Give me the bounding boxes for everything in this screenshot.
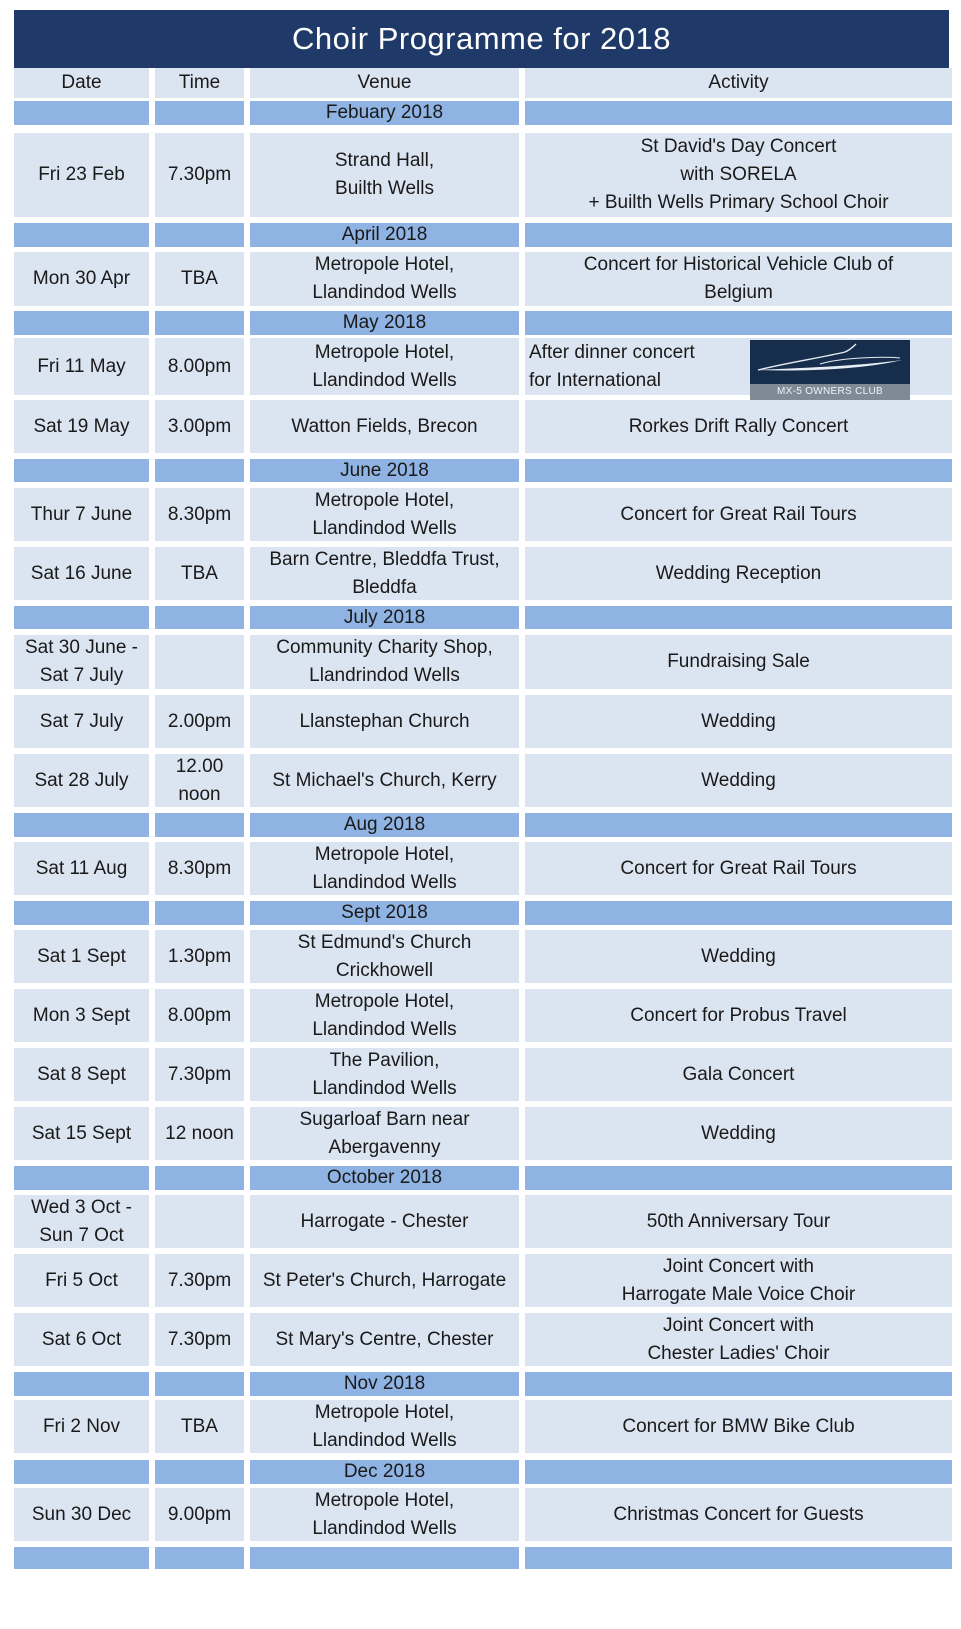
event-activity-cell [525,252,952,306]
event-time-cell [155,338,244,395]
event-date-cell [14,989,149,1042]
event-date-cell [14,338,149,395]
event-venue: St Mary's Centre, Chester [275,1328,494,1350]
event-activity-cell [525,930,952,983]
event-venue: Harrogate - Chester [300,1210,469,1232]
logo-text: MX-5 OWNERS CLUB [750,384,910,400]
event-row [14,133,954,217]
month-spacer-cell [14,1166,149,1190]
event-activity: Gala Concert [682,1063,795,1085]
month-header-row [14,101,954,125]
event-row [14,1254,954,1307]
event-activity-cell [525,400,952,453]
event-time: 12.00 noon [175,755,224,805]
event-row [14,252,954,306]
event-activity-cell [525,1254,952,1307]
event-venue: Metropole Hotel, Llandindod Wells [312,990,457,1040]
event-date-cell [14,930,149,983]
month-label: Sept 2018 [250,901,519,925]
event-time: 2.00pm [167,710,232,732]
month-spacer-cell [155,813,244,837]
event-activity: Joint Concert with Chester Ladies' Choir [647,1314,830,1364]
event-date-cell [14,1107,149,1160]
event-row [14,400,954,453]
event-date-cell [14,635,149,689]
event-date: Sat 11 Aug [35,857,128,879]
month-label [250,1547,519,1569]
event-row [14,1048,954,1101]
event-time: 12 noon [165,1122,234,1144]
month-spacer-cell [525,1372,952,1396]
event-row [14,930,954,983]
month-spacer-cell [14,1372,149,1396]
event-row [14,338,954,395]
month-header-row [14,1166,954,1190]
month-spacer-cell [525,101,952,125]
event-time: 8.30pm [167,503,232,525]
event-activity: 50th Anniversary Tour [646,1210,831,1232]
event-time-cell [155,754,244,807]
event-row [14,1107,954,1160]
event-venue: St Michael's Church, Kerry [272,769,497,791]
event-venue-cell [250,930,519,983]
event-activity: Wedding [701,769,776,791]
event-activity: Wedding [701,710,776,732]
month-spacer-cell [525,311,952,335]
event-venue-cell [250,635,519,689]
month-spacer-cell [14,223,149,247]
event-date: Mon 3 Sept [32,1004,131,1026]
month-header-row [14,1372,954,1396]
event-activity-cell [525,1488,952,1541]
event-time: TBA [181,1415,218,1437]
event-date-cell [14,1313,149,1366]
event-activity-cell [525,842,952,895]
month-spacer-cell [525,1547,952,1569]
month-header-row [14,1460,954,1484]
event-activity-cell [525,488,952,541]
event-time: 3.00pm [167,415,232,437]
month-header-row [14,223,954,247]
event-row [14,989,954,1042]
month-spacer-cell [155,101,244,125]
event-date: Sat 30 June - Sat 7 July [24,637,139,686]
month-spacer-cell [155,223,244,247]
event-activity-cell [525,989,952,1042]
month-spacer-cell [525,223,952,247]
event-time-cell [155,488,244,541]
event-time-cell [155,1048,244,1101]
event-date: Sat 7 July [39,710,124,732]
event-activity: Wedding Reception [655,562,822,584]
event-date-cell [14,1400,149,1453]
event-activity-cell [525,754,952,807]
event-venue-cell [250,252,519,306]
month-spacer-cell [525,1460,952,1484]
event-venue-cell [250,754,519,807]
event-venue: Metropole Hotel, Llandindod Wells [312,1401,457,1451]
event-venue-cell [250,1107,519,1160]
month-header-row [14,459,954,482]
event-row [14,1488,954,1541]
event-activity: Wedding [701,945,776,967]
event-date: Thur 7 June [30,503,133,525]
month-label: Febuary 2018 [250,101,519,125]
event-date-cell [14,488,149,541]
event-row [14,1195,954,1248]
event-date-cell [14,754,149,807]
event-time: 7.30pm [167,1269,232,1291]
event-time-cell [155,989,244,1042]
event-venue-cell [250,1195,519,1248]
event-venue: Community Charity Shop, Llandrindod Wells [276,637,493,686]
event-date: Sat 6 Oct [41,1328,122,1350]
event-venue: The Pavilion, Llandindod Wells [312,1049,457,1099]
month-label: Aug 2018 [250,813,519,837]
event-venue: Metropole Hotel, Llandindod Wells [312,489,457,539]
event-row [14,1400,954,1453]
event-date: Mon 30 Apr [32,268,131,289]
event-time: 8.00pm [167,355,232,377]
event-activity: Fundraising Sale [667,651,810,672]
month-spacer-cell [14,901,149,925]
event-venue-cell [250,547,519,600]
event-date: Fri 23 Feb [38,164,125,185]
event-activity-cell [525,547,952,600]
table-title: Choir Programme for 2018 [14,10,949,68]
month-spacer-cell [155,606,244,629]
month-spacer-cell [14,606,149,629]
mx5-owners-club-logo [750,340,910,400]
header-row [14,68,954,98]
event-row [14,842,954,895]
header-activity: Activity [525,68,952,98]
month-label: May 2018 [250,311,519,335]
event-row [14,1313,954,1366]
event-activity-cell [525,1107,952,1160]
event-time: 7.30pm [167,164,232,185]
event-venue: Metropole Hotel, Llandindod Wells [312,254,457,303]
event-time-cell [155,695,244,748]
event-activity: Wedding [701,1122,776,1144]
event-activity: Concert for Probus Travel [630,1004,847,1026]
event-venue-cell [250,1488,519,1541]
event-time: 1.30pm [167,945,232,967]
event-venue-cell [250,1254,519,1307]
month-spacer-cell [155,1547,244,1569]
event-activity-cell [525,695,952,748]
event-activity-cell [525,338,952,395]
header-venue: Venue [250,68,519,98]
event-date-cell [14,1488,149,1541]
month-header-row [14,1547,954,1569]
event-date: Sat 19 May [33,415,130,437]
event-venue: Barn Centre, Bleddfa Trust, Bleddfa [269,548,500,598]
month-label: Dec 2018 [250,1460,519,1484]
event-venue: St Peter's Church, Harrogate [262,1269,507,1291]
event-venue: Llanstephan Church [299,710,470,732]
event-time-cell [155,400,244,453]
event-time-cell [155,1400,244,1453]
month-spacer-cell [155,459,244,482]
month-spacer-cell [14,1547,149,1569]
event-time-cell [155,1254,244,1307]
event-venue-cell [250,338,519,395]
month-spacer-cell [155,311,244,335]
event-row [14,547,954,600]
event-venue-cell [250,842,519,895]
event-activity-cell [525,133,952,217]
month-label: April 2018 [250,223,519,247]
event-date-cell [14,133,149,217]
event-time: 8.30pm [167,857,232,879]
month-header-row [14,901,954,925]
month-spacer-cell [525,459,952,482]
month-spacer-cell [155,901,244,925]
month-header-row [14,311,954,335]
event-date-cell [14,695,149,748]
month-spacer-cell [155,1460,244,1484]
event-activity-cell [525,1400,952,1453]
event-activity-cell [525,1195,952,1248]
event-date-cell [14,1254,149,1307]
event-time-cell [155,930,244,983]
event-activity: After dinner concert for International [529,341,695,391]
event-venue: Metropole Hotel, Llandindod Wells [312,843,457,893]
month-spacer-cell [14,101,149,125]
event-venue: Sugarloaf Barn near Abergavenny [299,1108,470,1158]
event-time: TBA [181,268,218,289]
event-activity-cell [525,635,952,689]
month-header-row [14,813,954,837]
event-venue-cell [250,133,519,217]
event-venue: St Edmund's Church Crickhowell [297,931,472,981]
event-activity: Concert for Historical Vehicle Club of Belgium [583,254,894,303]
event-venue-cell [250,400,519,453]
month-header-row [14,606,954,629]
event-venue-cell [250,695,519,748]
month-label: July 2018 [250,606,519,629]
event-activity: St David's Day Concert with SORELA + Builth Wells Primary School Choir [588,136,889,213]
header-time: Time [155,68,244,98]
event-date: Wed 3 Oct - Sun 7 Oct [30,1196,132,1246]
event-row [14,488,954,541]
event-activity-cell [525,1048,952,1101]
event-date: Fri 2 Nov [42,1415,121,1437]
month-spacer-cell [525,813,952,837]
event-date: Sat 15 Sept [31,1122,132,1144]
event-time-cell [155,1488,244,1541]
event-date-cell [14,547,149,600]
event-date: Sat 16 June [30,562,133,584]
event-date-cell [14,1195,149,1248]
event-date: Sat 1 Sept [37,945,126,967]
event-time-cell [155,1313,244,1366]
event-time: 9.00pm [167,1503,232,1525]
event-time-cell [155,842,244,895]
month-spacer-cell [525,606,952,629]
event-venue: Metropole Hotel, Llandindod Wells [312,341,457,391]
month-label: June 2018 [250,459,519,482]
event-date: Sun 30 Dec [31,1503,132,1525]
event-time: 8.00pm [167,1004,232,1026]
header-date: Date [14,68,149,98]
event-venue-cell [250,1400,519,1453]
event-activity: Concert for Great Rail Tours [620,503,857,525]
month-label: October 2018 [250,1166,519,1190]
event-date: Sat 28 July [34,769,129,791]
month-spacer-cell [525,1166,952,1190]
month-spacer-cell [155,1372,244,1396]
month-label: Nov 2018 [250,1372,519,1396]
event-activity: Rorkes Drift Rally Concert [628,415,849,437]
event-row [14,635,954,689]
event-venue: Metropole Hotel, Llandindod Wells [312,1489,457,1539]
event-activity-cell [525,1313,952,1366]
month-spacer-cell [155,1166,244,1190]
event-venue-cell [250,1048,519,1101]
event-date-cell [14,842,149,895]
event-date: Sat 8 Sept [37,1063,126,1085]
event-activity: Concert for BMW Bike Club [622,1415,855,1437]
event-activity: Joint Concert with Harrogate Male Voice Choir [621,1255,856,1305]
event-venue-cell [250,1313,519,1366]
month-spacer-cell [525,901,952,925]
event-date: Fri 5 Oct [45,1269,118,1291]
month-spacer-cell [14,459,149,482]
event-time: 7.30pm [167,1063,232,1085]
event-row [14,754,954,807]
event-venue-cell [250,488,519,541]
event-date-cell [14,400,149,453]
event-time: TBA [181,562,218,584]
event-venue: Strand Hall, Builth Wells [334,150,435,199]
event-time-cell [155,1107,244,1160]
event-date: Fri 11 May [37,355,126,377]
event-venue-cell [250,989,519,1042]
event-date-cell [14,252,149,306]
event-venue: Watton Fields, Brecon [291,415,478,437]
event-time-cell [155,252,244,306]
month-spacer-cell [14,813,149,837]
event-row [14,695,954,748]
event-time-cell [155,1195,244,1248]
event-time-cell [155,133,244,217]
event-time-cell [155,635,244,689]
event-time: 7.30pm [167,1328,232,1350]
month-spacer-cell [14,311,149,335]
event-date-cell [14,1048,149,1101]
month-spacer-cell [14,1460,149,1484]
event-activity: Christmas Concert for Guests [613,1503,864,1525]
event-time-cell [155,547,244,600]
event-activity: Concert for Great Rail Tours [620,857,857,879]
